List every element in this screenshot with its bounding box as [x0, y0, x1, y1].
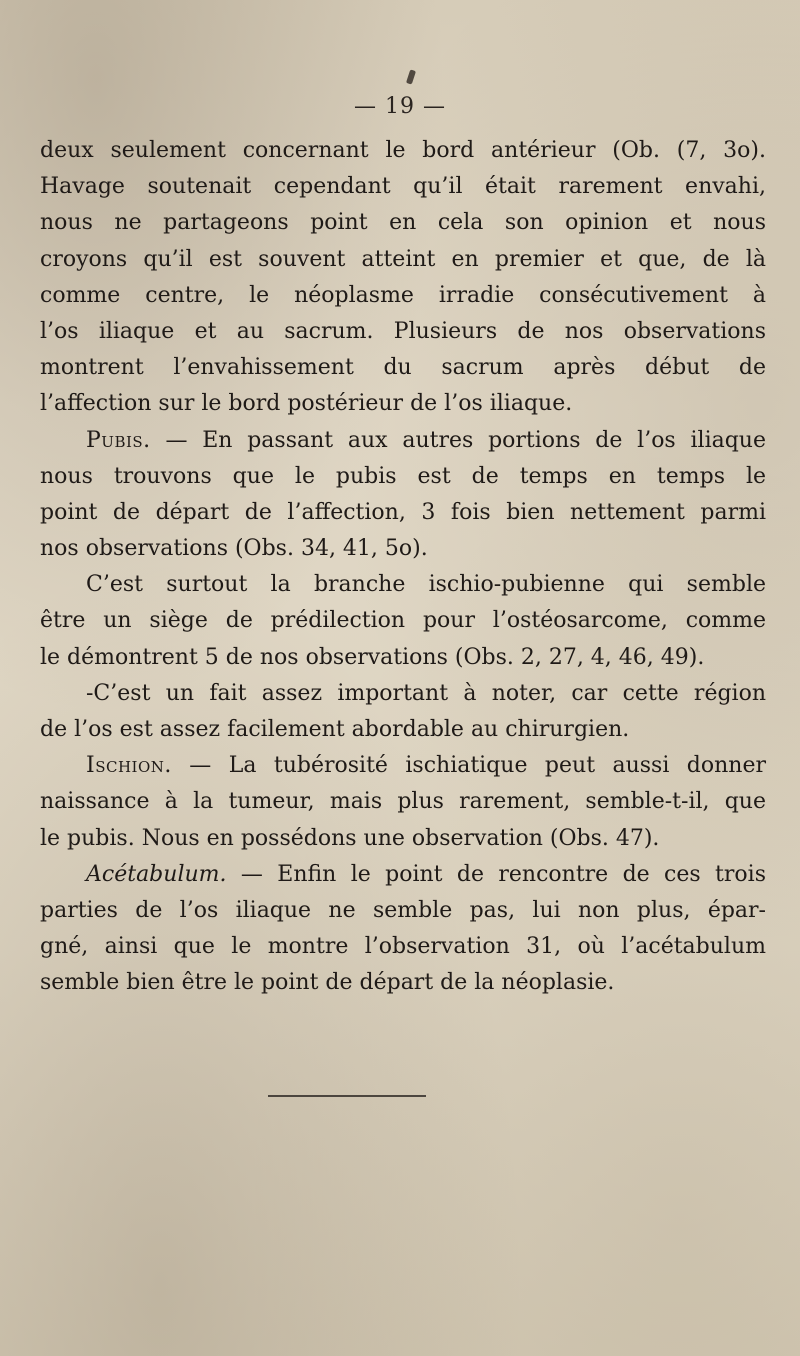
text-line: montrent l’envahissement du sacrum après début de [40, 355, 766, 381]
section-heading-pubis: Pubis. [86, 427, 151, 453]
text-line: point de départ de l’affection, 3 fois bien nettement parmi [40, 499, 766, 525]
text-line [40, 423, 766, 459]
text-run: — Enfin le point de rencontre de ces trois [226, 861, 766, 887]
text-line: l’affection sur le bord postérieur de l’os iliaque. [40, 391, 573, 417]
text-line: Havage soutenait cependant qu’il était rarement envahi, [40, 174, 766, 200]
paragraph-ischion [40, 748, 766, 857]
text-line: nous ne partageons point en cela son opinion et nous [40, 210, 766, 236]
text-line: le démontrent 5 de nos observations (Obs. 2, 27, 4, 46, 49). [40, 644, 705, 670]
paragraph-fait [40, 676, 766, 748]
ink-spot [406, 69, 416, 84]
paragraph-continuation [40, 133, 766, 423]
text-line: comme centre, le néoplasme irradie consécutivement à [40, 282, 766, 308]
paragraph-pubis [40, 423, 766, 568]
page-text [40, 133, 766, 1002]
text-line: deux seulement concernant le bord antérieur (Ob. (7, 3o). [40, 138, 766, 163]
text-line [40, 748, 766, 784]
paragraph-branche [40, 567, 766, 676]
section-rule [268, 1095, 426, 1097]
text-line: gné, ainsi que le montre l’observation 31, où l’acétabulum [40, 934, 766, 960]
section-heading-ischion: Ischion. [86, 753, 172, 779]
text-line: être un siège de prédilection pour l’ostéosarcome, comme [40, 608, 766, 634]
text-line: C’est surtout la branche ischio-pubienne qui semble [86, 572, 766, 598]
text-line: nous trouvons que le pubis est de temps en temps le [40, 463, 766, 489]
text-line: nos observations (Obs. 34, 41, 5o). [40, 536, 428, 562]
text-line: de l’os est assez facilement abordable au chirurgien. [40, 717, 630, 742]
text-line [40, 857, 766, 893]
text-line: naissance à la tumeur, mais plus rarement, semble-t-il, que [40, 789, 766, 815]
text-run: — La tubérosité ischiatique peut aussi donner [171, 753, 766, 779]
text-run: — En passant aux autres portions de l’os iliaque [150, 427, 766, 453]
paragraph-acetabulum [40, 857, 766, 1002]
section-heading-acetabulum: Acétabulum. [86, 861, 227, 887]
text-line: semble bien être le point de départ de la néoplasie. [40, 970, 615, 996]
page-number: — 19 — [354, 94, 446, 119]
text-line: croyons qu’il est souvent atteint en premier et que, de là [40, 246, 766, 272]
text-line: parties de l’os iliaque ne semble pas, lui non plus, épar- [40, 897, 766, 923]
text-line: le pubis. Nous en possédons une observation (Obs. 47). [40, 825, 660, 851]
text-line: l’os iliaque et au sacrum. Plusieurs de nos observations [40, 318, 766, 344]
text-line: ‑C’est un fait assez important à noter, car cette région [86, 680, 766, 706]
